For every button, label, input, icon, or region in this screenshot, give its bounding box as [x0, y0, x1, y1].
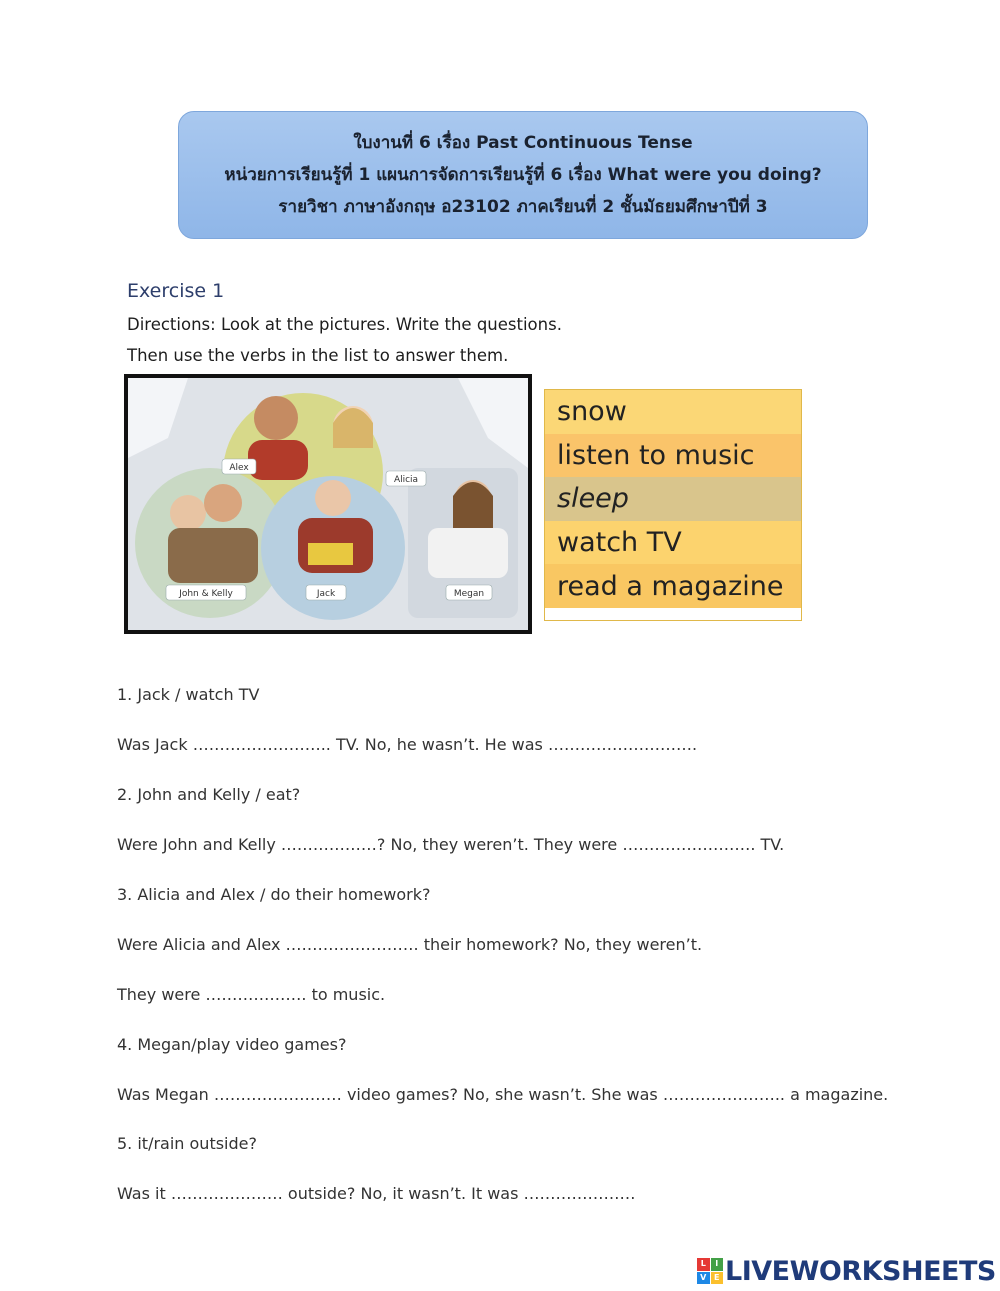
label-john-kelly: John & Kelly	[179, 589, 233, 599]
question-4-answer: Was Megan …………………… video games? No, she wasn’t. She was ………………….. a magazine.	[117, 1085, 889, 1104]
verb-item: sleep	[545, 477, 801, 521]
verb-item: listen to music	[545, 434, 801, 478]
question-4-prompt: 4. Megan/play video games?	[117, 1035, 347, 1054]
label-alicia: Alicia	[393, 475, 419, 485]
question-5-answer: Was it ………………… outside? No, it wasn’t. It was …………………	[117, 1184, 636, 1203]
header-line-2: หน่วยการเรียนรู้ที่ 1 แผนการจัดการเรียนรู้ที่ 6 เรื่อง What were you doing?	[224, 165, 822, 185]
verb-item: watch TV	[545, 521, 801, 565]
question-1-answer: Was Jack …………………….. TV. No, he wasn’t. He was ……………………….	[117, 735, 698, 754]
question-1-prompt: 1. Jack / watch TV	[117, 685, 260, 704]
question-3-answer: Were Alicia and Alex ……………………. their homework? No, they weren’t.	[117, 935, 703, 954]
worksheet-header	[178, 111, 868, 239]
header-line-1: ใบงานที่ 6 เรื่อง Past Continuous Tense	[353, 133, 693, 153]
picture-illustration	[128, 378, 528, 630]
question-5-prompt: 5. it/rain outside?	[117, 1134, 257, 1153]
question-3-prompt: 3. Alicia and Alex / do their homework?	[117, 885, 431, 904]
exercise-title: Exercise 1	[127, 280, 225, 302]
question-2-answer: Were John and Kelly ………………? No, they weren’t. They were ……………………. TV.	[117, 835, 785, 854]
verb-list	[544, 389, 802, 621]
question-3-answer-cont: They were ………………. to music.	[117, 985, 386, 1004]
verb-item: snow	[545, 390, 801, 434]
directions-line-1: Directions: Look at the pictures. Write the questions.	[127, 315, 562, 334]
label-megan: Megan	[453, 589, 485, 599]
verb-item: read a magazine	[545, 564, 801, 608]
exercise-picture	[124, 374, 532, 634]
label-alex: Alex	[229, 463, 249, 473]
label-jack: Jack	[316, 589, 336, 599]
logo-text: LIVEWORKSHEETS	[725, 1255, 996, 1287]
header-line-3: รายวิชา ภาษาอังกฤษ อ23102 ภาคเรียนที่ 2 ชั้นมัธยมศึกษาปีที่ 3	[278, 197, 768, 217]
directions-line-2: Then use the verbs in the list to answer them.	[127, 346, 509, 365]
logo-mark-icon: L I V E	[697, 1258, 723, 1284]
liveworksheets-logo	[697, 1254, 996, 1288]
question-2-prompt: 2. John and Kelly / eat?	[117, 785, 301, 804]
